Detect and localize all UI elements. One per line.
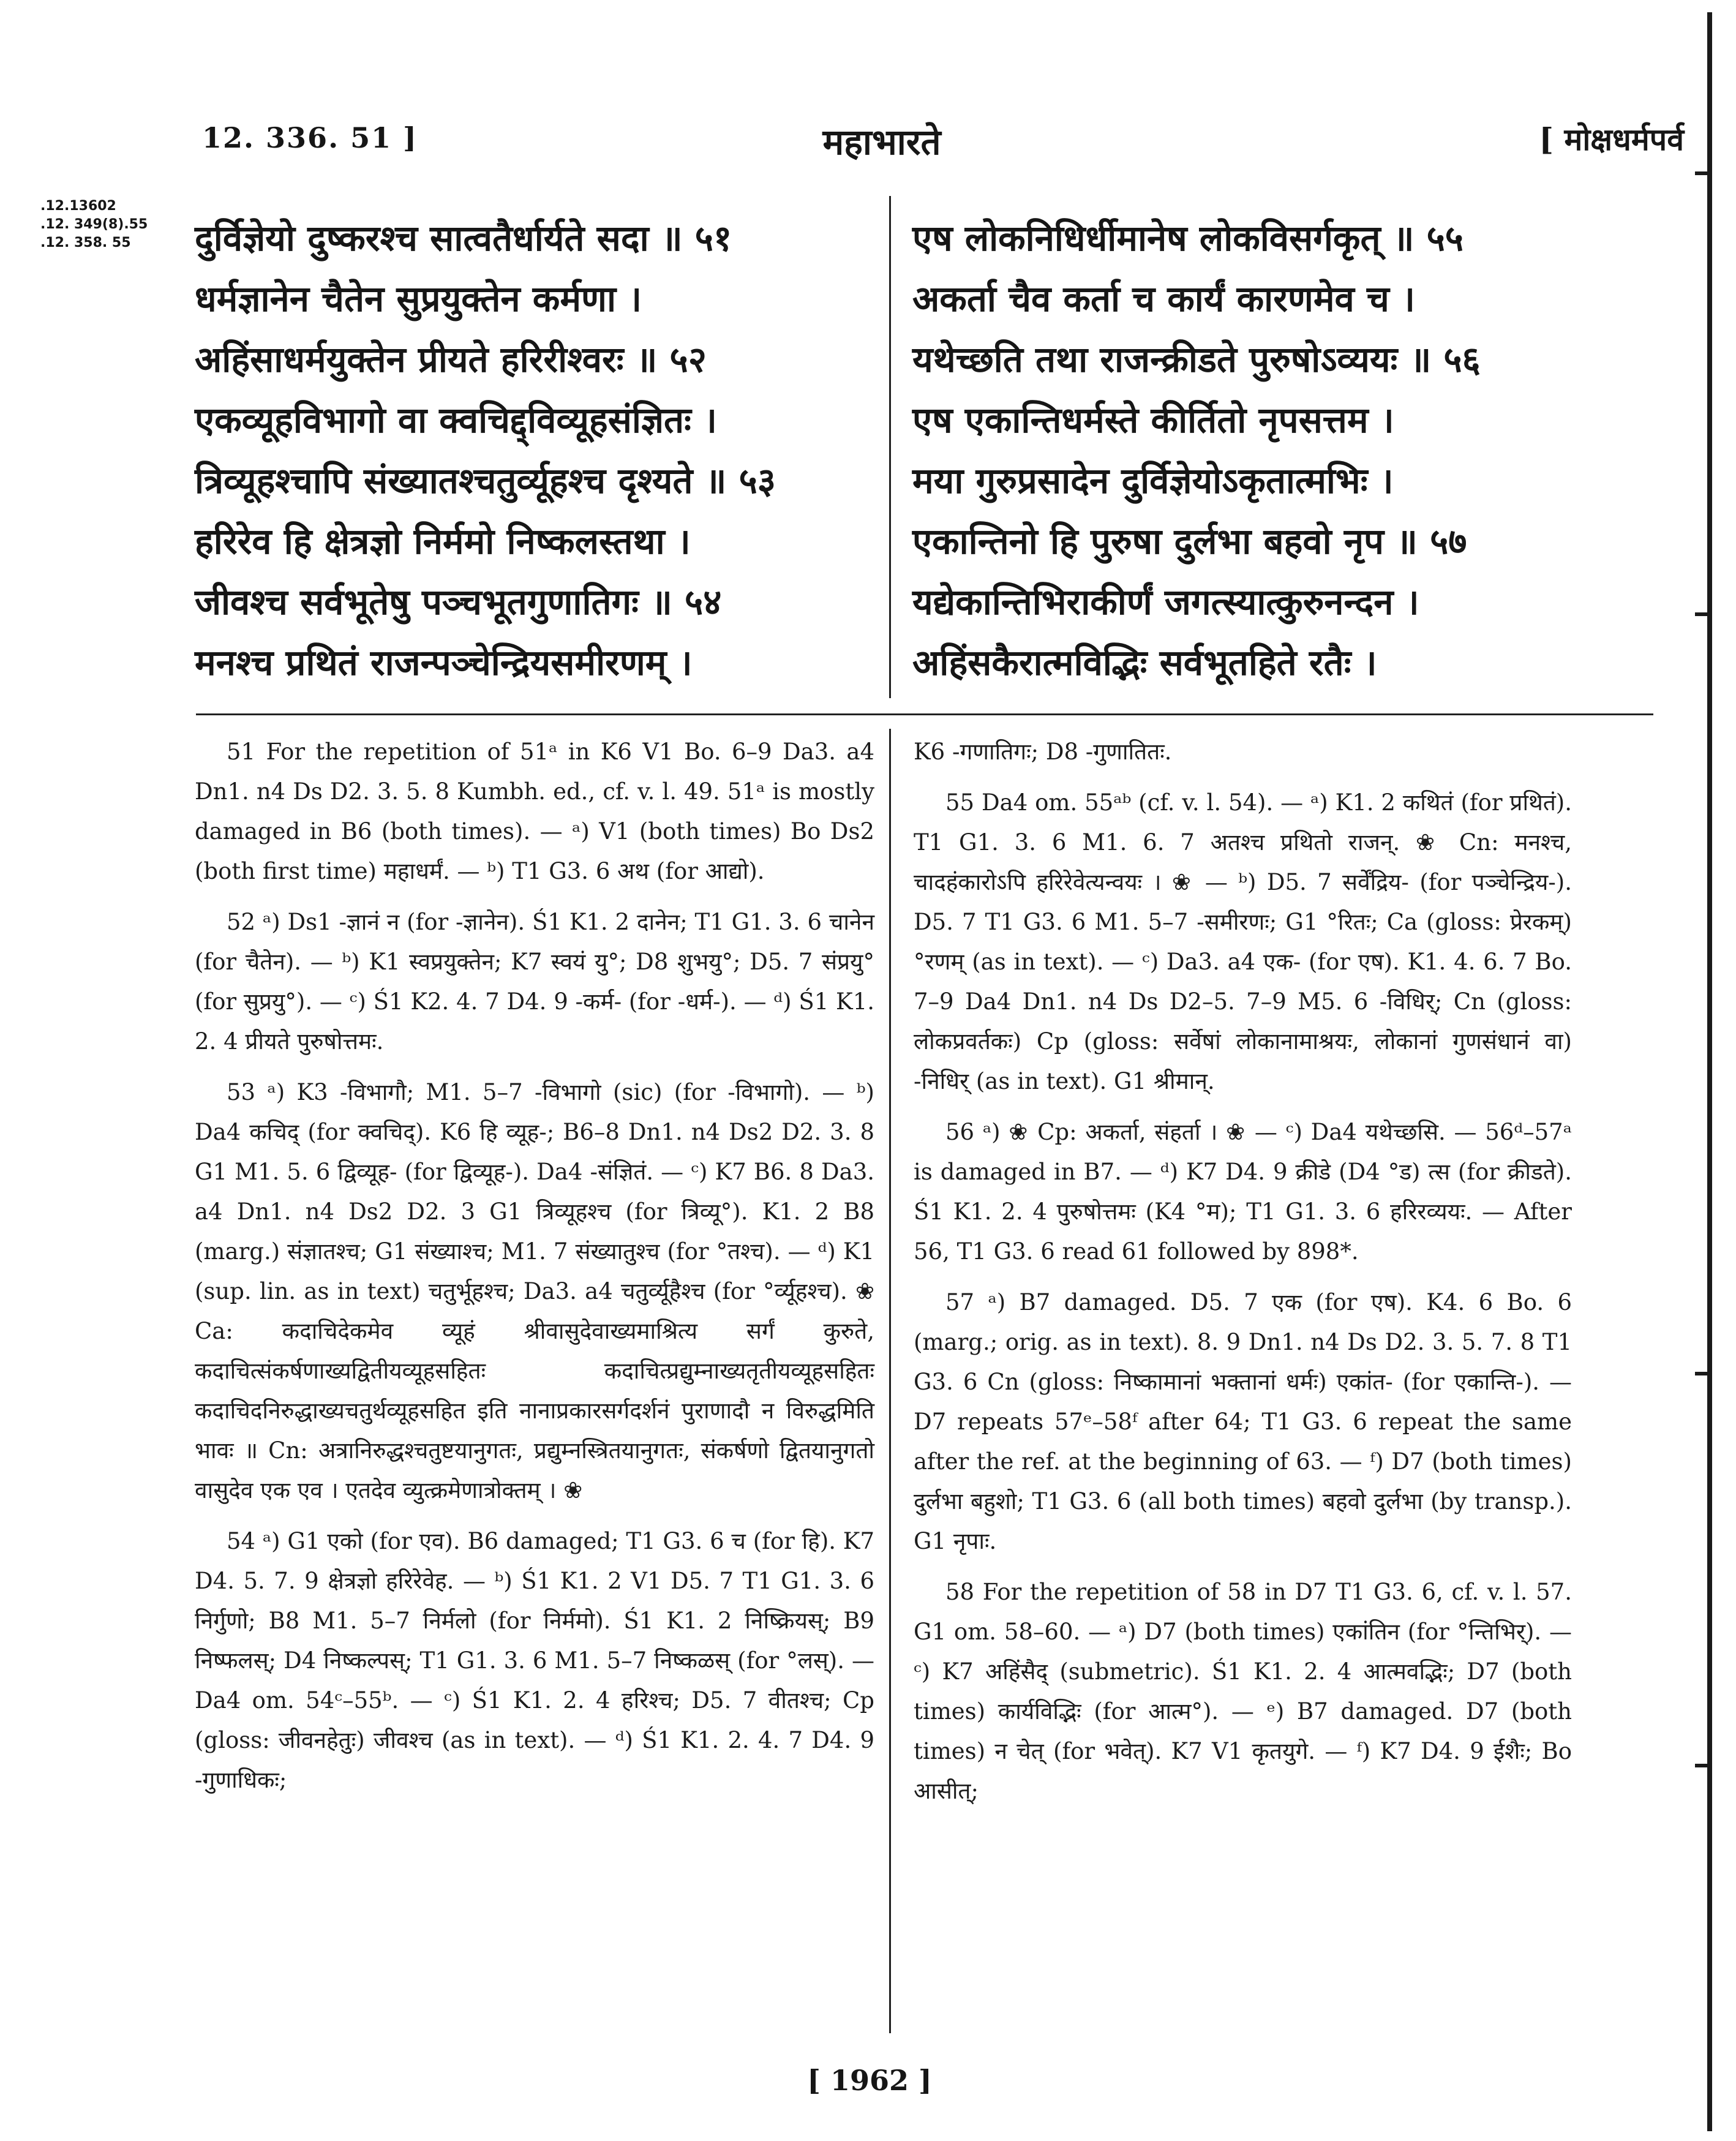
text-notes-divider: [196, 713, 1653, 715]
critical-notes-left: [195, 732, 874, 1811]
verse-line: हरिरेव हि क्षेत्रज्ञो निर्ममो निष्कलस्तथा ।: [195, 521, 691, 562]
verse-line: अकर्ता चैव कर्ता च कार्यं कारणमेव च ।: [912, 278, 1415, 320]
header-verse-reference: 12. 336. 51 ]: [202, 121, 418, 154]
verses-left-column: [195, 208, 874, 693]
note-51: 51 For the repetition of 51ᵃ in K6 V1 Bo. 6–9 Da3. a4 Dn1. n4 Ds D2. 3. 5. 8 Kumbh. ed., cf. v. l. 49. 51ᵃ is mostly damaged in B6 (both times). — ᵃ) V1 (both times) Bo Ds2 (both first time) महाधर्मं. — ᵇ) T1 G3. 6 अथ (for आद्यो).: [195, 739, 874, 884]
cross-ref: .12. 358. 55: [40, 235, 131, 250]
verse-line: एष एकान्तिधर्मस्ते कीर्तितो नृपसत्तम ।: [912, 399, 1394, 441]
note-57: 57 ᵃ) B7 damaged. D5. 7 एक (for एष). K4. 6 Bo. 6 (marg.; orig. as in text). 8. 9 Dn1. n4 Ds D2. 3. 5. 7. 8 T1 G3. 6 Cn (gloss: निष्कामानां भक्तानां धर्मः) एकांत‑ (for एकान्ति‑). — D7 repeats 57ᵉ–58ᶠ after 64; T1 G3. 6 repeat the same after the ref. at the beginning of 63. — ᶠ) D7 (both times) दुर्लभा बहुशो; T1 G3. 6 (all both times) बहवो दुर्लभा (by transp.). G1 नृपाः.: [914, 1289, 1572, 1554]
note-56: 56 ᵃ) ❀ Cp: अकर्ता, संहर्ता । ❀ — ᶜ) Da4 यथेच्छसि. — 56ᵈ–57ᵃ is damaged in B7. — ᵈ) K7 D4. 9 क्रीडे (D4 °ड) त्स (for क्रीडते). Ś1 K1. 2. 4 पुरुषोत्तमः (K4 °म); T1 G1. 3. 6 हरिरव्ययः. — After 56, T1 G3. 6 read 61 followed by 898*.: [914, 1119, 1572, 1265]
cross-ref: .12.13602: [40, 198, 116, 214]
verse-line: एकव्यूहविभागो वा क्वचिद्द्विव्यूहसंज्ञितः ।: [195, 399, 717, 441]
verses-right-column: [912, 208, 1647, 693]
cross-ref: .12. 349(8).55: [40, 217, 148, 232]
verse-line: त्रिव्यूहश्चापि संख्यातश्चतुर्व्यूहश्च दृश्यते ॥ ५३: [195, 460, 776, 502]
header-section: [ मोक्षधर्मपर्व: [1539, 121, 1684, 157]
note-54: 54 ᵃ) G1 एको (for एव). B6 damaged; T1 G3. 6 च (for हि). K7 D4. 5. 7. 9 क्षेत्रज्ञो हरिरेवेह. — ᵇ) Ś1 K1. 2 V1 D5. 7 T1 G1. 3. 6 निर्गुणो; B8 M1. 5–7 निर्मलो (for निर्ममो). Ś1 K1. 2 निष्क्रियस्; B9 निष्फलस्; D4 निष्कल्पस्; T1 G1. 3. 6 M1. 5–7 निष्कळस् (for °लस्). — Da4 om. 54ᶜ–55ᵇ. — ᶜ) Ś1 K1. 2. 4 हरिश्च; D5. 7 वीतश्च; Cp (gloss: जीवनहेतुः) जीवश्च (as in text). — ᵈ) Ś1 K1. 2. 4. 7 D4. 9 ‑गुणाधिकः;: [195, 1528, 874, 1793]
right-margin-bar: [1707, 12, 1712, 2131]
verse-line: धर्मज्ञानेन चैतेन सुप्रयुक्तेन कर्मणा ।: [195, 278, 642, 320]
verse-line: अहिंसाधर्मयुक्तेन प्रीयते हरिरीश्वरः ॥ ५२: [195, 339, 707, 380]
critical-notes-right: [914, 732, 1572, 1822]
verse-line: मनश्च प्रथितं राजन्पञ्चेन्द्रियसमीरणम् ।: [195, 642, 693, 683]
notes-column-divider: [889, 729, 891, 2033]
note-53: 53 ᵃ) K3 ‑विभागौ; M1. 5–7 ‑विभागो (sic) (for ‑विभागो). — ᵇ) Da4 कचिद् (for क्वचिद्). K6 हि व्यूह‑; B6–8 Dn1. n4 Ds2 D2. 3. 8 G1 M1. 5. 6 द्विव्यूह‑ (for द्विव्यूह‑). Da4 ‑संज्ञितं. — ᶜ) K7 B6. 8 Da3. a4 Dn1. n4 Ds2 D2. 3 G1 त्रिव्यूहश्च (for त्रिव्यू°). K1. 2 B8 (marg.) संज्ञातश्च; G1 संख्याश्च; M1. 7 संख्यातुश्च (for °तश्च). — ᵈ) K1 (sup. lin. as in text) चतुर्भूहश्च; Da3. a4 चतुर्व्यूहैश्च (for °र्व्यूहश्च). ❀ Ca: कदाचिदेकमेव व्यूहं श्रीवासुदेवाख्यमाश्रित्य सर्गं कुरुते, कदाचित्संकर्षणाख्यद्वितीयव्यूहसहितः कदाचित्प्रद्युम्नाख्यतृतीयव्यूहसहितः कदाचिदनिरुद्धाख्यचतुर्थव्यूहसहित इति नानाप्रकारसर्गदर्शनं पुराणादौ न विरुद्धमिति भावः ॥ Cn: अत्रानिरुद्धश्चतुष्टयानुगतः, प्रद्युम्नस्त्रितयानुगतः, संकर्षणो द्वितयानुगतो वासुदेव एक एव । एतदेव व्युत्क्रमेणात्रोक्तम् । ❀: [195, 1079, 874, 1503]
margin-tick: [1695, 171, 1708, 175]
verse-line: यथेच्छति तथा राजन्क्रीडते पुरुषोऽव्ययः ॥ ५६: [912, 339, 1481, 380]
margin-tick: [1695, 612, 1708, 616]
cross-references: [40, 197, 200, 252]
note-52: 52 ᵃ) Ds1 ‑ज्ञानं न (for ‑ज्ञानेन). Ś1 K1. 2 दानेन; T1 G1. 3. 6 चानेन (for चैतेन). — ᵇ) K1 स्वप्रयुक्तेन; K7 स्वयं यु°; D8 शुभयु°; D5. 7 संप्रयु° (for सुप्रयु°). — ᶜ) Ś1 K2. 4. 7 D4. 9 ‑कर्म‑ (for ‑धर्म‑). — ᵈ) Ś1 K1. 2. 4 प्रीयते पुरुषोत्तमः.: [195, 909, 874, 1055]
header-title: महाभारते: [822, 121, 941, 163]
page-number: [ 1962 ]: [807, 2064, 932, 2097]
margin-tick: [1695, 1372, 1708, 1375]
margin-tick: [1695, 1764, 1708, 1767]
note-54-continued: K6 ‑गणातिगः; D8 ‑गुणातितः.: [914, 739, 1172, 765]
verse-line: एष लोकनिधिर्धीमानेष लोकविसर्गकृत् ॥ ५५: [912, 217, 1464, 259]
note-55: 55 Da4 om. 55ᵃᵇ (cf. v. l. 54). — ᵃ) K1. 2 कथितं (for प्रथितं). T1 G1. 3. 6 M1. 6. 7 अतश्च प्रथितो राजन्. ❀ Cn: मनश्च, चादहंकारोऽपि हरिरेवेत्यन्वयः । ❀ — ᵇ) D5. 7 सर्वेंद्रिय‑ (for पञ्चेन्द्रिय‑). D5. 7 T1 G3. 6 M1. 5–7 ‑समीरणः; G1 °रितः; Ca (gloss: प्रेरकम्) °रणम् (as in text). — ᶜ) Da3. a4 एक‑ (for एष). K1. 4. 6. 7 Bo. 7–9 Da4 Dn1. n4 Ds D2–5. 7–9 M5. 6 ‑विधिर्; Cn (gloss: लोकप्रवर्तकः) Cp (gloss: सर्वेषां लोकानामाश्रयः, लोकानां गुणसंधानं वा) ‑निधिर् (as in text). G1 श्रीमान्.: [914, 789, 1572, 1094]
verse-line: एकान्तिनो हि पुरुषा दुर्लभा बहवो नृप ॥ ५७: [912, 521, 1467, 562]
verse-line: मया गुरुप्रसादेन दुर्विज्ञेयोऽकृतात्मभिः ।: [912, 460, 1394, 502]
note-58: 58 For the repetition of 58 in D7 T1 G3. 6, cf. v. l. 57. G1 om. 58–60. — ᵃ) D7 (both times) एकांतिन (for °न्तिभिर्). — ᶜ) K7 अहिंसैद् (submetric). Ś1 K1. 2. 4 आत्मवद्भिः; D7 (both times) कार्यविद्भिः (for आत्म°). — ᵉ) B7 damaged. D7 (both times) न चेत् (for भवेत्). K7 V1 कृतयुगे. — ᶠ) K7 D4. 9 ईशैः; Bo आसीत्;: [914, 1579, 1572, 1804]
column-divider: [889, 196, 891, 698]
verse-line: जीवश्च सर्वभूतेषु पञ्चभूतगुणातिगः ॥ ५४: [195, 581, 722, 623]
verse-line: अहिंसकैरात्मविद्भिः सर्वभूतहिते रतैः ।: [912, 642, 1377, 683]
verse-line: दुर्विज्ञेयो दुष्करश्च सात्वतैर्धार्यते सदा ॥ ५१: [195, 217, 732, 259]
verse-line: यद्येकान्तिभिराकीर्णं जगत्स्यात्कुरुनन्दन ।: [912, 581, 1419, 623]
